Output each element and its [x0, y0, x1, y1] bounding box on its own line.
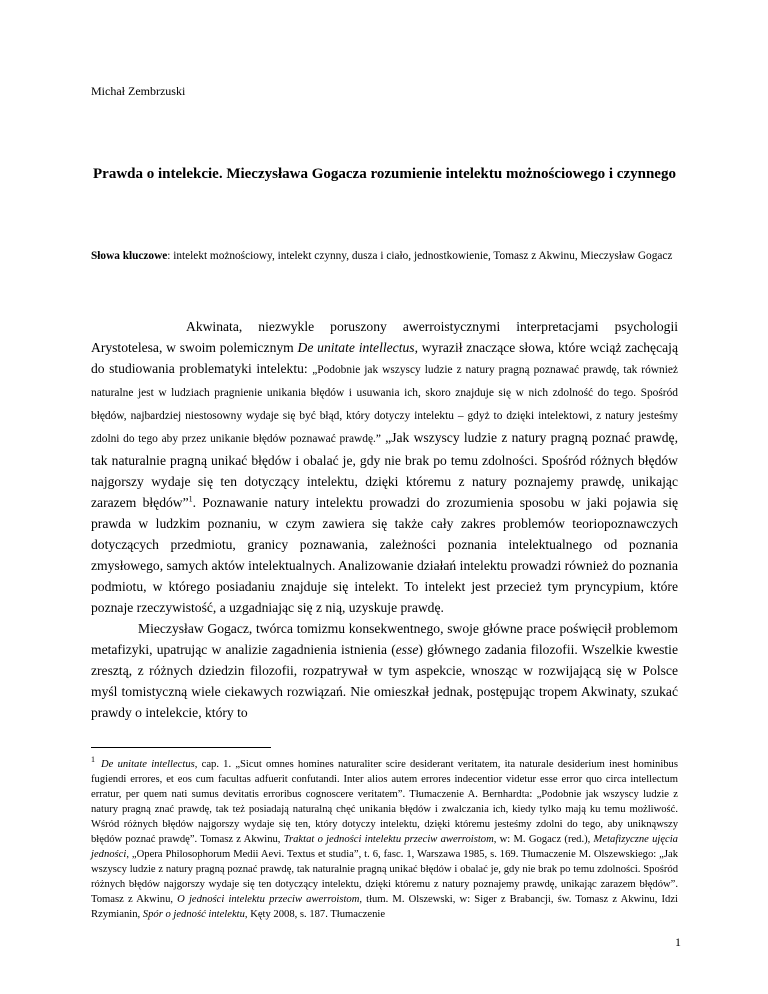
keywords-text: : intelekt możnościowy, intelekt czynny, dusza i ciało, jednostkowienie, Tomasz z Akwinu, Mieczysław Gogacz	[167, 250, 673, 262]
article-title: Prawda o intelekcie. Mieczysława Gogacza rozumienie intelektu możnościowego i czynnego	[93, 166, 676, 182]
fn-text-2: , cap. 1. „Sicut omnes homines naturaliter scire desiderant veritatem, ita naturale desiderium inest hominibus fugiendi errores, et eos cum facultas adfuerit confutandi. Inter alios autem errores indecentior videtur esse error quo circa intellectum erratur, per quem nati sumus devitatis erroribus cognoscere veritatem”. Tłumaczenie A. Bernhardta: „Podobnie jak wszyscy ludzie z natury pragną znać prawdę, tak też posiadają naturalną chęć unikania błędów i zwalczania ich, kiedy tylko mają ku temu możliwość. Wśród różnych błędów najgorszy wydaje się ten, który dotyczy intelektu, dzięki któremu jesteśmy zdolni do tego, aby uniknąwszy błędów poznać prawdę”. Tomasz z Akwinu,	[91, 759, 678, 845]
footnote-mark: 1	[91, 755, 95, 765]
fn-text-4: , w: M. Gogacz (red.),	[493, 834, 594, 845]
p1-text-d: . Poznawanie natury intelektu prowadzi do zrozumienia sposobu w jaki pojawia się prawda w ludzkim poznaniu, w czym zawiera się także cały zakres problemów teoriopoznawczych dotyczących przedmiotu, granicy poznawania, zależności poznania intelektualnego od poznania zmysłowego, samych aktów intelektualnych. Analizowanie działań intelektu prowadzi również do poznania podmiotu, w którego posiadaniu znajduje się intelekt. To intelekt jest przecież tym pryncypium, które poznaje rzeczywistość, a uzgadniając się z nią, uzyskuje prawdę.	[91, 495, 678, 615]
p1-text-c: „Jak wszyscy ludzie z natury pragną poznać prawdę, tak naturalnie pragną unikać błędów i obalać je, gdy nie brak po temu zdolności. Spośród różnych błędów najgorszy wydaje się ten dotyczący intelektu, dzięki któremu z natury poznajemy prawdę, unikając zarazem błędów”	[91, 430, 678, 510]
page-number: 1	[675, 935, 681, 949]
paragraph-2	[91, 618, 678, 723]
author-name: Michał Zembrzuski	[91, 84, 186, 98]
p2-text-a: Mieczysław Gogacz, twórca tomizmu konsekwentnego, swoje główne prace poświęcił problemom metafizyki, upatrując w analizie zagadnienia istnienia (	[91, 621, 678, 657]
p2-esse-italic: esse	[395, 642, 419, 657]
fn-italic-1: De unitate intellectus	[101, 759, 195, 770]
fn-text-10: , Kęty 2008, s. 187. Tłumaczenie	[244, 909, 386, 920]
footnote-separator	[91, 747, 271, 748]
p1-text-b: , wyraził znaczące słowa, które wciąż zachęcają do studiowania problematyki intelektu:	[91, 340, 678, 376]
fn-italic-9: Spór o jedność intelektu	[142, 909, 245, 920]
footnote-1	[91, 757, 678, 922]
fn-italic-5: Metafizyczne ujęcia jedności	[91, 834, 678, 860]
fn-text-6: , „Opera Philosophorum Medii Aevi. Textus et studia”, t. 6, fasc. 1, Warszawa 1985, s. 169. Tłumaczenie M. Olszewskiego: „Jak wszyscy ludzie z natury pragną poznać prawdę, tak naturalnie pragną unikać błędów i obalać je, gdy nie brak po temu zdolności. Spośród różnych błędów najgorszy wydaje się ten dotyczący intelektu, dzięki któremu z natury poznajemy prawdę, unikając zarazem błędów”. Tomasz z Akwinu,	[91, 849, 678, 905]
p2-text-b: ) głównego zadania filozofii. Wszelkie kwestie zresztą, z różnych dziedzin filozofii, rozpatrywał w tym aspekcie, wnosząc w rozwijającą się w Polsce myśl tomistyczną wiele ciekawych rozwiązań. Nie omieszkał jednak, postępując tropem Akwinaty, szukać prawdy o intelekcie, który to	[91, 642, 678, 720]
p1-title-italic: De unitate intellectus	[297, 340, 415, 355]
p1-text-a: Akwinata, niezwykle poruszony awerroistycznymi interpretacjami psychologii Arystotelesa, w swoim polemicznym	[91, 319, 678, 355]
paragraph-1	[91, 316, 678, 618]
fn-text-8: , tłum. M. Olszewski, w: Siger z Brabancji, św. Tomasz z Akwinu, Idzi Rzymianin,	[91, 894, 679, 920]
p1-quote: „Podobnie jak wszyscy ludzie z natury pragną poznawać prawdę, tak również naturalne jest w ludziach pragnienie unikania błędów i usuwania ich, skoro znajduje się w nich zdolność do tego. Spośród błędów, najbardziej niestosowny wydaje się być błąd, który dotyczy intelektu – gdyż to dzięki intelektowi, z natury jesteśmy zdolni do tego aby przez unikanie błędów poznawać prawdę.”	[91, 364, 678, 445]
fn-italic-7: O jedności intelektu przeciw awerroistom	[177, 894, 360, 905]
body-text	[91, 316, 678, 723]
keywords-label: Słowa kluczowe	[91, 250, 168, 262]
fn-italic-3: Traktat o jedności intelektu przeciw awerroistom	[283, 834, 494, 845]
keywords-line	[91, 248, 678, 266]
footnote-ref-1[interactable]: 1	[188, 494, 193, 504]
